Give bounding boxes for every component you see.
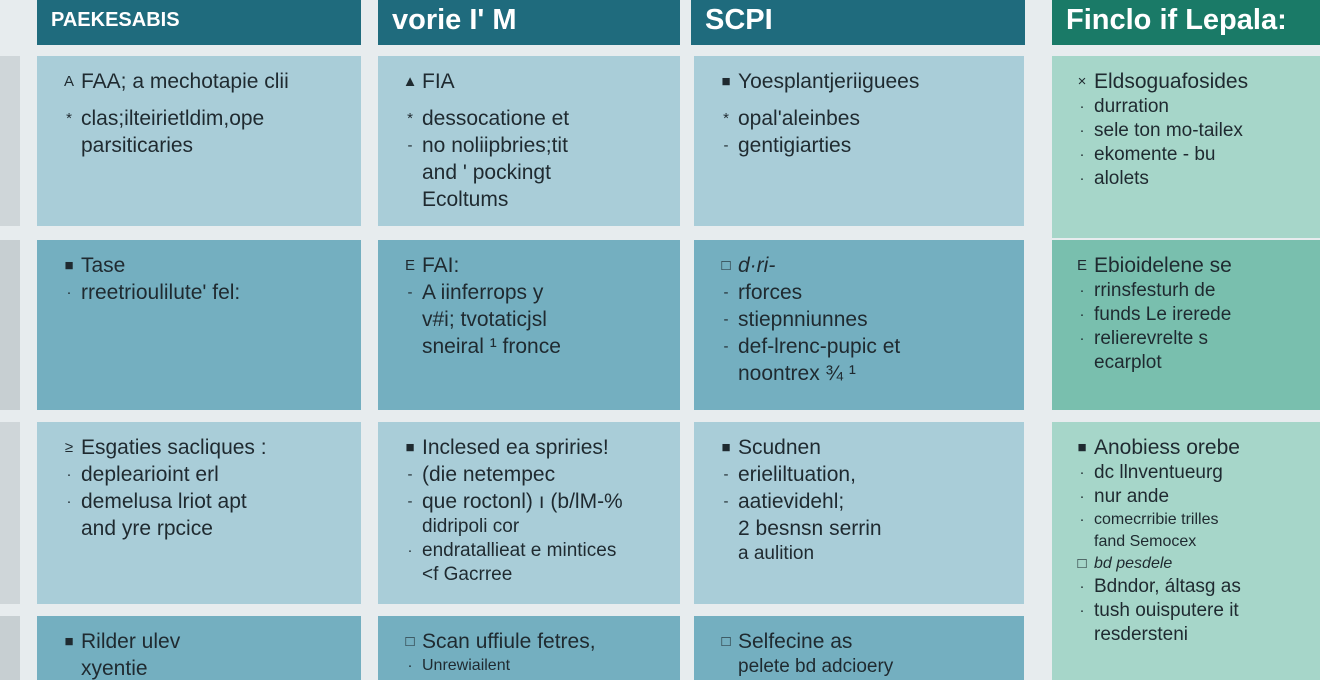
list-item <box>402 105 670 132</box>
side-strip <box>0 422 20 604</box>
bullet-icon: · <box>407 657 413 674</box>
bullet-icon: A <box>63 73 74 90</box>
bullet-icon: □ <box>721 633 731 650</box>
list-item <box>402 434 670 461</box>
bullet-icon: E <box>404 257 415 274</box>
table-cell <box>378 56 680 226</box>
item-text: xyentie <box>81 657 148 680</box>
list-item <box>718 434 1014 461</box>
table-cell <box>378 616 680 680</box>
table-cell <box>37 616 361 680</box>
item-text: durration <box>1094 96 1169 117</box>
item-text: and ' pockingt <box>422 161 551 184</box>
bullet-icon: * <box>723 110 729 127</box>
item-text: d·ri- <box>738 254 776 277</box>
bullet-icon: ≥ <box>64 439 74 456</box>
bullet-icon: · <box>66 493 72 510</box>
list-item <box>402 333 670 360</box>
list-item <box>1074 252 1310 279</box>
side-strip <box>0 240 20 410</box>
table-cell <box>1052 240 1320 410</box>
item-text: FAI: <box>422 254 460 277</box>
item-text: clas;ilteirietldim,ope <box>81 107 265 130</box>
bullet-icon: - <box>723 284 729 301</box>
list-item <box>718 360 1014 387</box>
bullet-icon: · <box>407 542 413 559</box>
bullet-icon: - <box>723 338 729 355</box>
item-text: comecrribie trilles <box>1094 511 1219 528</box>
list-item <box>1074 623 1310 647</box>
item-text: pelete bd adcioery <box>738 656 894 677</box>
item-text: opal'aleinbes <box>738 107 860 130</box>
list-item <box>718 105 1014 132</box>
item-text: Inclesed ea spriries! <box>422 436 609 459</box>
table-cell <box>1052 56 1320 238</box>
list-item <box>1074 167 1310 191</box>
item-text: sneiral ¹ fronce <box>422 335 561 358</box>
bullet-icon: - <box>723 137 729 154</box>
item-text: noontrex ¾ ¹ <box>738 362 856 385</box>
item-text: fand Semocex <box>1094 533 1197 550</box>
list-item <box>718 461 1014 488</box>
item-text: deplearioint erl <box>81 463 219 486</box>
list-item <box>402 159 670 186</box>
list-item <box>402 68 670 95</box>
bullet-icon: * <box>66 110 72 127</box>
list-item <box>61 252 351 279</box>
side-strip <box>0 616 20 680</box>
list-item <box>1074 143 1310 167</box>
table-cell <box>1052 422 1320 680</box>
list-item <box>61 68 351 95</box>
table-cell <box>694 56 1024 226</box>
item-text: parsiticaries <box>81 134 194 157</box>
item-text: erieliltuation, <box>738 463 856 486</box>
list-item <box>402 488 670 515</box>
bullet-icon: · <box>1079 578 1085 595</box>
column-header: Finclo if Lepala: <box>1052 0 1320 45</box>
item-text: Tase <box>81 254 126 277</box>
list-item <box>718 333 1014 360</box>
table-cell <box>37 240 361 410</box>
item-text: relierevrelte s <box>1094 328 1209 349</box>
list-item <box>1074 303 1310 327</box>
item-text: Esgaties sacliques : <box>81 436 267 459</box>
item-text: Yoesplantjeriiguees <box>738 70 920 93</box>
bullet-icon: ■ <box>64 257 74 274</box>
item-text: rrinsfesturh de <box>1094 280 1216 301</box>
list-item <box>1074 434 1310 461</box>
item-text: ekomente - bu <box>1094 144 1216 165</box>
item-text: Scudnen <box>738 436 821 459</box>
item-text: no noliipbries;tit <box>422 134 568 157</box>
bullet-icon: · <box>1079 170 1085 187</box>
bullet-icon: ■ <box>405 439 415 456</box>
bullet-icon: · <box>1079 464 1085 481</box>
list-item <box>61 655 351 680</box>
item-text: gentigiarties <box>738 134 852 157</box>
item-text: rreetrioulilute' fel: <box>81 281 241 304</box>
table-cell <box>694 422 1024 604</box>
bullet-icon: ■ <box>721 73 731 90</box>
list-item <box>1074 351 1310 375</box>
item-text: bd pesdele <box>1094 555 1173 572</box>
list-item <box>402 186 670 213</box>
item-text: Unrewiailent <box>422 657 511 674</box>
item-text: stiepnniunnes <box>738 308 868 331</box>
item-text: FAA; a mechotapie clii <box>81 70 289 93</box>
bullet-icon: - <box>407 466 413 483</box>
bullet-icon: □ <box>721 257 731 274</box>
item-text: nur ande <box>1094 486 1170 507</box>
list-item <box>718 628 1014 655</box>
item-text: Ecoltums <box>422 188 509 211</box>
list-item <box>61 488 351 515</box>
list-item <box>1074 68 1310 95</box>
list-item <box>1074 575 1310 599</box>
item-text: rforces <box>738 281 803 304</box>
item-text: Selfecine as <box>738 630 853 653</box>
list-item <box>718 279 1014 306</box>
bullet-icon: · <box>1079 602 1085 619</box>
item-text: endratallieat e mintices <box>422 540 617 561</box>
item-text: sele ton mo-tailex <box>1094 120 1243 141</box>
list-item <box>1074 95 1310 119</box>
list-item <box>402 563 670 587</box>
list-item <box>402 279 670 306</box>
list-item <box>61 105 351 132</box>
list-item <box>1074 461 1310 485</box>
bullet-icon: - <box>407 284 413 301</box>
bullet-icon: · <box>1079 146 1085 163</box>
list-item <box>718 132 1014 159</box>
bullet-icon: □ <box>405 633 415 650</box>
bullet-icon: · <box>1079 122 1085 139</box>
column-header: PAEKESABIS <box>37 0 361 45</box>
bullet-icon: · <box>1079 282 1085 299</box>
bullet-icon: ▲ <box>402 73 418 90</box>
list-item <box>1074 509 1310 531</box>
table-cell <box>37 422 361 604</box>
item-text: dessocatione et <box>422 107 570 130</box>
item-text: dc llnventueurg <box>1094 462 1223 483</box>
item-text: A iinferrops y <box>422 281 544 304</box>
item-text: def-lrenc-pupic et <box>738 335 901 358</box>
list-item <box>1074 531 1310 553</box>
bullet-icon: · <box>1079 306 1085 323</box>
bullet-icon: ■ <box>1077 439 1087 456</box>
item-text: funds Le irerede <box>1094 304 1232 325</box>
item-text: (die netempec <box>422 463 556 486</box>
bullet-icon: - <box>723 311 729 328</box>
bullet-icon: E <box>1076 257 1087 274</box>
bullet-icon: - <box>407 137 413 154</box>
item-text: FIA <box>422 70 455 93</box>
item-text: a aulition <box>738 543 815 564</box>
list-item <box>61 628 351 655</box>
list-item <box>61 279 351 306</box>
list-item <box>1074 553 1310 575</box>
list-item <box>718 252 1014 279</box>
item-text: 2 besnsn serrin <box>738 517 882 540</box>
bullet-icon: · <box>1079 98 1085 115</box>
item-text: v#i; tvotaticjsl <box>422 308 547 331</box>
list-item <box>402 461 670 488</box>
item-text: Anobiess orebe <box>1094 436 1240 459</box>
list-item <box>402 539 670 563</box>
bullet-icon: · <box>66 284 72 301</box>
list-item <box>718 655 1014 679</box>
item-text: ecarplot <box>1094 352 1162 373</box>
table-cell <box>37 56 361 226</box>
bullet-icon: - <box>723 493 729 510</box>
table-cell <box>694 616 1024 680</box>
table-cell <box>378 240 680 410</box>
item-text: que roctonl) ı (b/lM-% <box>422 490 623 513</box>
item-text: Scan uffiule fetres, <box>422 630 596 653</box>
list-item <box>61 461 351 488</box>
table-cell <box>378 422 680 604</box>
list-item <box>61 434 351 461</box>
bullet-icon: ■ <box>64 633 74 650</box>
list-item <box>1074 119 1310 143</box>
list-item <box>718 542 1014 566</box>
bullet-icon: · <box>1079 511 1085 528</box>
list-item <box>61 132 351 159</box>
column-header: SCPI <box>691 0 1025 45</box>
table-cell <box>694 240 1024 410</box>
bullet-icon: · <box>1079 488 1085 505</box>
list-item <box>718 306 1014 333</box>
bullet-icon: · <box>66 466 72 483</box>
bullet-icon: □ <box>1077 555 1087 572</box>
item-text: alolets <box>1094 168 1149 189</box>
bullet-icon: × <box>1077 73 1087 90</box>
list-item <box>1074 327 1310 351</box>
list-item <box>718 488 1014 515</box>
bullet-icon: ■ <box>721 439 731 456</box>
list-item <box>1074 485 1310 509</box>
list-item <box>402 306 670 333</box>
list-item <box>1074 279 1310 303</box>
item-text: Eldsoguafosides <box>1094 70 1249 93</box>
bullet-icon: · <box>1079 330 1085 347</box>
list-item <box>402 132 670 159</box>
list-item <box>718 515 1014 542</box>
item-text: tush ouisputere it <box>1094 600 1239 621</box>
item-text: Bdndor, áltasg as <box>1094 576 1241 597</box>
bullet-icon: - <box>407 493 413 510</box>
side-strip <box>0 56 20 226</box>
list-item <box>1074 599 1310 623</box>
list-item <box>402 628 670 655</box>
list-item <box>402 655 670 677</box>
column-header: vorie I' M <box>378 0 680 45</box>
item-text: and yre rpcice <box>81 517 213 540</box>
item-text: demelusa lriot apt <box>81 490 247 513</box>
item-text: didripoli cor <box>422 516 520 537</box>
list-item <box>402 515 670 539</box>
list-item <box>61 515 351 542</box>
bullet-icon: - <box>723 466 729 483</box>
item-text: aatievidehl; <box>738 490 845 513</box>
item-text: Rilder ulev <box>81 630 181 653</box>
item-text: Ebioidelene se <box>1094 254 1232 277</box>
item-text: <f Gacrree <box>422 564 513 585</box>
item-text: resdersteni <box>1094 624 1188 645</box>
list-item <box>402 252 670 279</box>
bullet-icon: * <box>407 110 413 127</box>
list-item <box>718 68 1014 95</box>
